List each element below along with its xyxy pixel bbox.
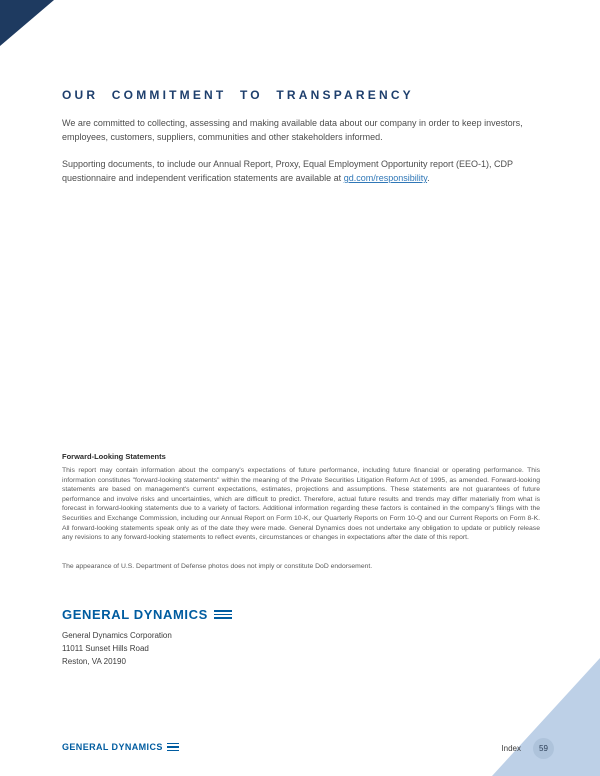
- footer-navigation: [501, 738, 554, 759]
- footer-logo-text: GENERAL DYNAMICS: [62, 742, 163, 752]
- company-address-line1: 11011 Sunset Hills Road: [62, 644, 149, 653]
- page-title: OUR COMMITMENT TO TRANSPARENCY: [62, 88, 414, 102]
- general-dynamics-logo: [62, 607, 232, 622]
- company-address-line2: Reston, VA 20190: [62, 657, 126, 666]
- general-dynamics-logo-text: GENERAL DYNAMICS: [62, 607, 208, 622]
- page-number-badge: 59: [533, 738, 554, 759]
- supporting-documents-text: Supporting documents, to include our Annual Report, Proxy, Equal Employment Opportunity report (EEO-1), CDP questionnaire and independent verification statements are available at: [62, 159, 513, 183]
- supporting-documents-paragraph: [62, 157, 542, 185]
- transparency-section: [62, 88, 542, 198]
- footer-logo-stripes-icon: [167, 743, 179, 751]
- page-footer: [0, 736, 600, 762]
- supporting-documents-text-end: .: [427, 173, 430, 183]
- company-name: General Dynamics Corporation: [62, 631, 172, 640]
- forward-looking-statements-heading: Forward-Looking Statements: [62, 452, 166, 461]
- forward-looking-statements-body: This report may contain information about the company's expectations of future performance, including future financial or operating performance. This information constitutes "forward-looking statements" within the meaning of the Private Securities Litigation Reform Act of 1995, as amended. Forward-looking statements are based on management's current expectations, estimates, projections and assumptions. These statements are not guarantees of future performance and involve risks and uncertainties, which are difficult to predict. Therefore, actual future results and trends may differ materially from what is forecast in forward-looking statements due to a variety of factors. Additional information regarding these factors is contained in the company's filings with the Securities and Exchange Commission, including our Annual Report on Form 10-K, our Quarterly Reports on Form 10-Q and our Current Reports on Form 8-K. All forward-looking statements speak only as of the date they were made. General Dynamics does not undertake any obligation to update or publicly release any revisions to any forward-looking statements to reflect events, circumstances or changes in expectations after the date of this report.: [62, 467, 540, 542]
- logo-stripes-icon: [214, 610, 232, 619]
- intro-paragraph: We are committed to collecting, assessing and making available data about our company in order to keep investors, employees, customers, suppliers, communities and other stakeholders informed.: [62, 118, 523, 142]
- footer-general-dynamics-logo: [62, 742, 179, 752]
- forward-looking-statements-section: [62, 452, 540, 570]
- dod-endorsement-note: The appearance of U.S. Department of Defense photos does not imply or constitute DoD endorsement.: [62, 562, 373, 570]
- index-link[interactable]: Index: [501, 744, 521, 753]
- responsibility-link[interactable]: gd.com/responsibility: [343, 173, 428, 183]
- company-address-block: [62, 607, 232, 668]
- corner-triangle-top-left: [0, 0, 54, 46]
